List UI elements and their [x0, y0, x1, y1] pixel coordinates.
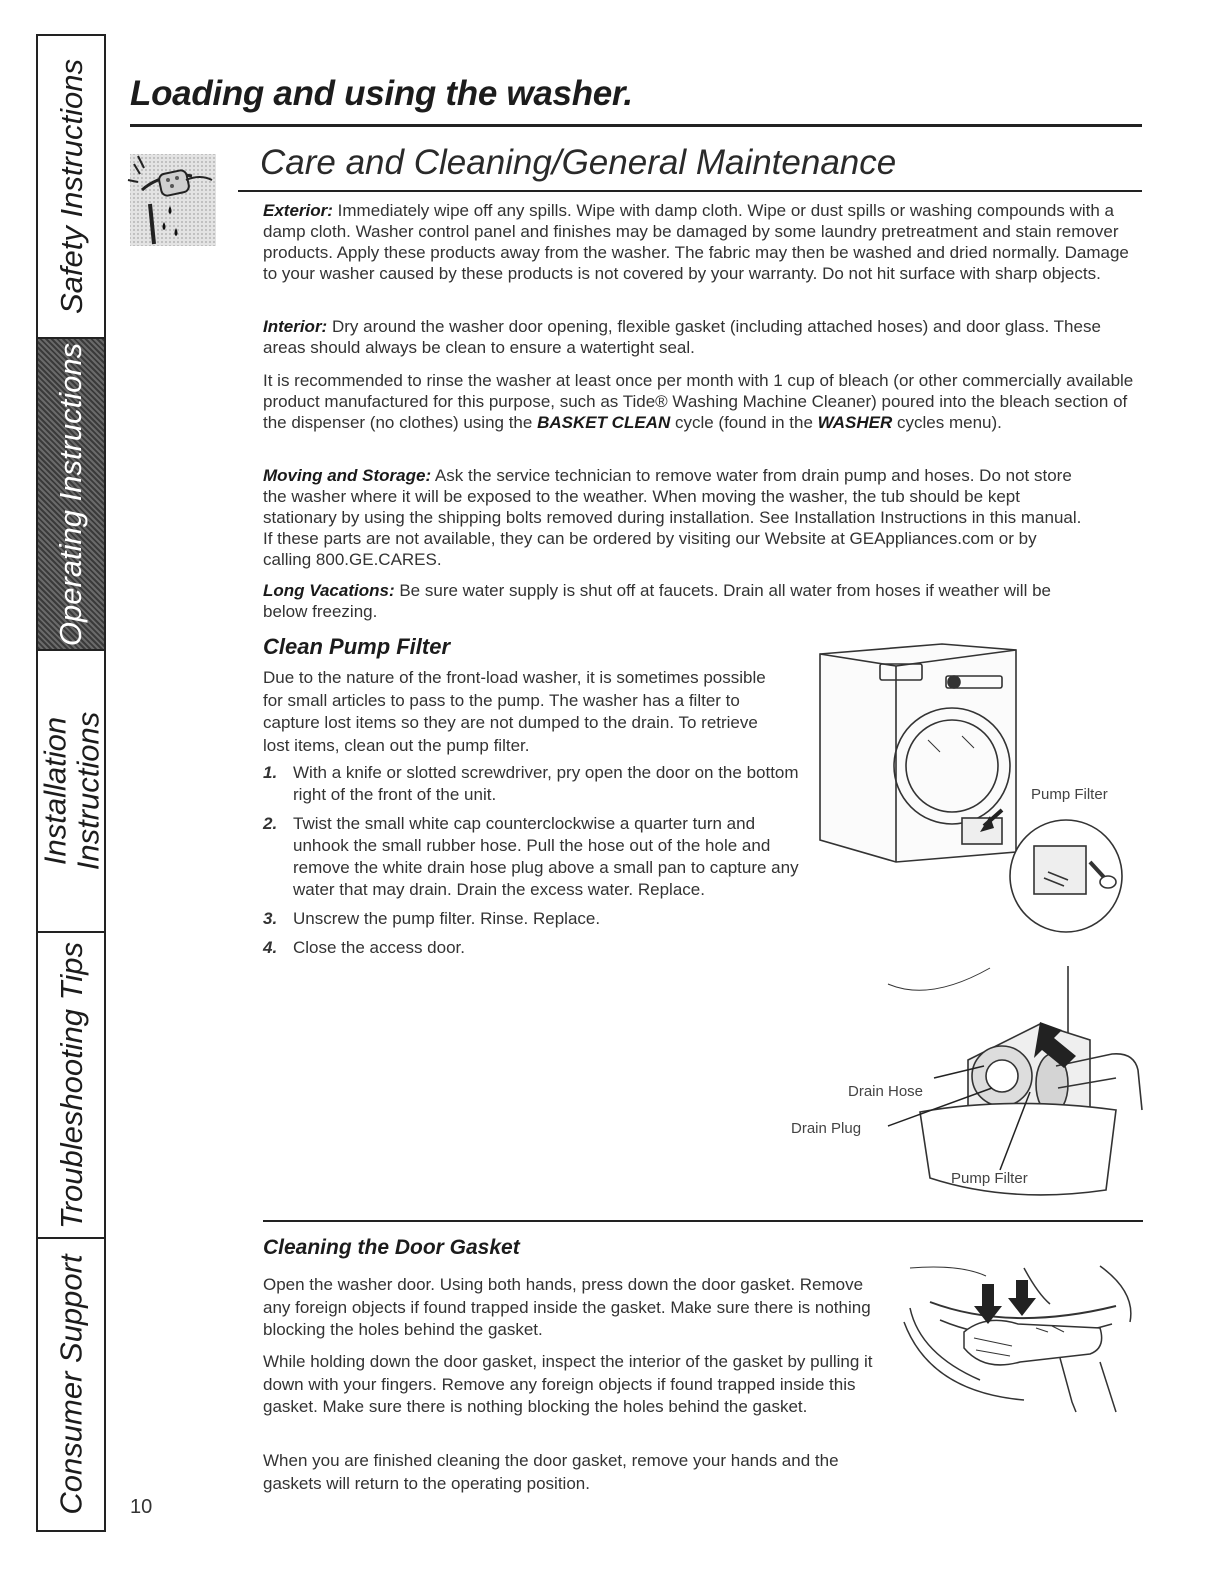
tab-troubleshooting-tips[interactable] [38, 933, 104, 1239]
step-text: With a knife or slotted screwdriver, pry open the door on the bottom right of the front of the unit. [293, 763, 799, 804]
section-title: Care and Cleaning/General Maintenance [260, 143, 897, 182]
tab-consumer-support[interactable] [38, 1239, 104, 1530]
tab-operating-instructions[interactable] [38, 339, 104, 651]
moving-storage-text: Ask the service technician to remove water from drain pump and hoses. Do not store the washer where it will be exposed to the weather. When moving the washer, the tub should be kept stationary by using the shipping bolts removed during installation. See Installation Instructions in this manual. If these parts are not available, they can be ordered by visiting our Website at GEAppliances.com or by calling 800.GE.CARES. [263, 466, 1082, 569]
page-number: 10 [130, 1496, 153, 1518]
page-header [130, 72, 1142, 127]
door-gasket-illustration [900, 1262, 1140, 1422]
step-text: Twist the small white cap counterclockwise a quarter turn and unhook the small rubber hose. Pull the hose out of the hole and remove the white drain hose plug above a small pan to capture any water that may drain. Drain the excess water. Replace. [293, 814, 799, 899]
long-vacations-text: Be sure water supply is shut off at faucets. Drain all water from hoses if weather will be below freezing. [263, 581, 1051, 621]
basket-clean-cycle: BASKET CLEAN [537, 413, 671, 432]
tab-installation-label-1: Installation [37, 716, 73, 866]
washer-menu-name: WASHER [817, 413, 893, 432]
drain-hose-label: Drain Hose [848, 1083, 924, 1100]
list-item [263, 908, 803, 930]
drain-plug-label: Drain Plug [791, 1120, 862, 1137]
interior-text: Dry around the washer door opening, flexible gasket (including attached hoses) and door glass. These areas should always be clean to ensure a watertight seal. [263, 317, 1101, 357]
page-title: Loading and using the washer. [130, 74, 633, 113]
recommendation-paragraph [263, 370, 1143, 433]
exterior-paragraph [263, 200, 1135, 284]
gasket-paragraph-1: Open the washer door. Using both hands, press down the door gasket. Remove any foreign objects if found trapped inside the gasket. Make sure there is nothing blocking the holes behind the gasket. [263, 1275, 871, 1339]
step-number: 1. [263, 763, 278, 782]
step-number: 4. [263, 938, 278, 957]
tab-operating-label: Operating Instructions [53, 342, 89, 646]
interior-paragraph [263, 316, 1143, 358]
tab-installation-instructions[interactable] [38, 651, 104, 933]
list-item [263, 813, 803, 901]
recommend-text-a: It is recommended to rinse the washer at least once per month with 1 cup of bleach (or other commercially available product manufactured for this purpose, such as Tide® Washing Machine Cleaner) poured into the bleach section of the dispenser (no clothes) using the [263, 371, 1134, 432]
gasket-title: Cleaning the Door Gasket [263, 1236, 520, 1259]
recommend-text-c: cycles menu). [892, 413, 1002, 432]
step-text: Unscrew the pump filter. Rinse. Replace. [293, 909, 601, 928]
step-text: Close the access door. [293, 938, 465, 957]
section-divider [263, 1220, 1143, 1222]
tab-consumer-label: Consumer Support [53, 1254, 89, 1515]
list-item [263, 937, 803, 959]
exterior-label: Exterior: [263, 201, 333, 220]
moving-storage-label: Moving and Storage: [263, 466, 432, 485]
long-vacations-paragraph [263, 580, 1093, 622]
gasket-paragraph-2: While holding down the door gasket, inspect the interior of the gasket by pulling it down with your fingers. Remove any foreign objects if found trapped inside this gasket. Make sure there is nothing blocking the holes behind the gasket. [263, 1352, 873, 1416]
pump-filter-label-top: Pump Filter [1031, 786, 1108, 803]
list-item [263, 762, 803, 806]
pump-filter-intro: Due to the nature of the front-load washer, it is sometimes possible for small articles to pass to the pump. The washer has a filter to capture lost items so they are not dumped to the drain. To retrieve lost items, clean out the pump filter. [263, 668, 766, 755]
tab-safety-label: Safety Instructions [53, 58, 89, 315]
pump-filter-steps [263, 762, 803, 966]
step-number: 2. [263, 814, 278, 833]
pump-filter-label-bottom: Pump Filter [951, 1170, 1028, 1187]
exterior-text: Immediately wipe off any spills. Wipe with damp cloth. Wipe or dust spills or washing compounds with a damp cloth. Washer control panel and finishes may be damaged by some laundry pretreatment and stain remover products. Apply these products away from the washer. The fabric may then be washed and dried normally. Damage to your washer caused by these products is not covered by your warranty. Do not hit surface with sharp objects. [263, 201, 1129, 283]
sponge-wipe-icon [120, 144, 220, 249]
side-tab-column [36, 34, 106, 1532]
long-vacations-label: Long Vacations: [263, 581, 395, 600]
step-number: 3. [263, 909, 278, 928]
tab-installation-label-2: Instructions [70, 711, 106, 871]
recommend-text-b: cycle (found in the [670, 413, 818, 432]
section-header [238, 140, 1142, 192]
tab-safety-instructions[interactable] [38, 36, 104, 339]
tab-troubleshooting-label: Troubleshooting Tips [53, 941, 89, 1229]
interior-label: Interior: [263, 317, 328, 336]
moving-storage-paragraph [263, 465, 1083, 570]
gasket-paragraph-3: When you are finished cleaning the door gasket, remove your hands and the gaskets will return to the operating position. [263, 1451, 839, 1493]
pump-filter-title: Clean Pump Filter [263, 634, 451, 659]
